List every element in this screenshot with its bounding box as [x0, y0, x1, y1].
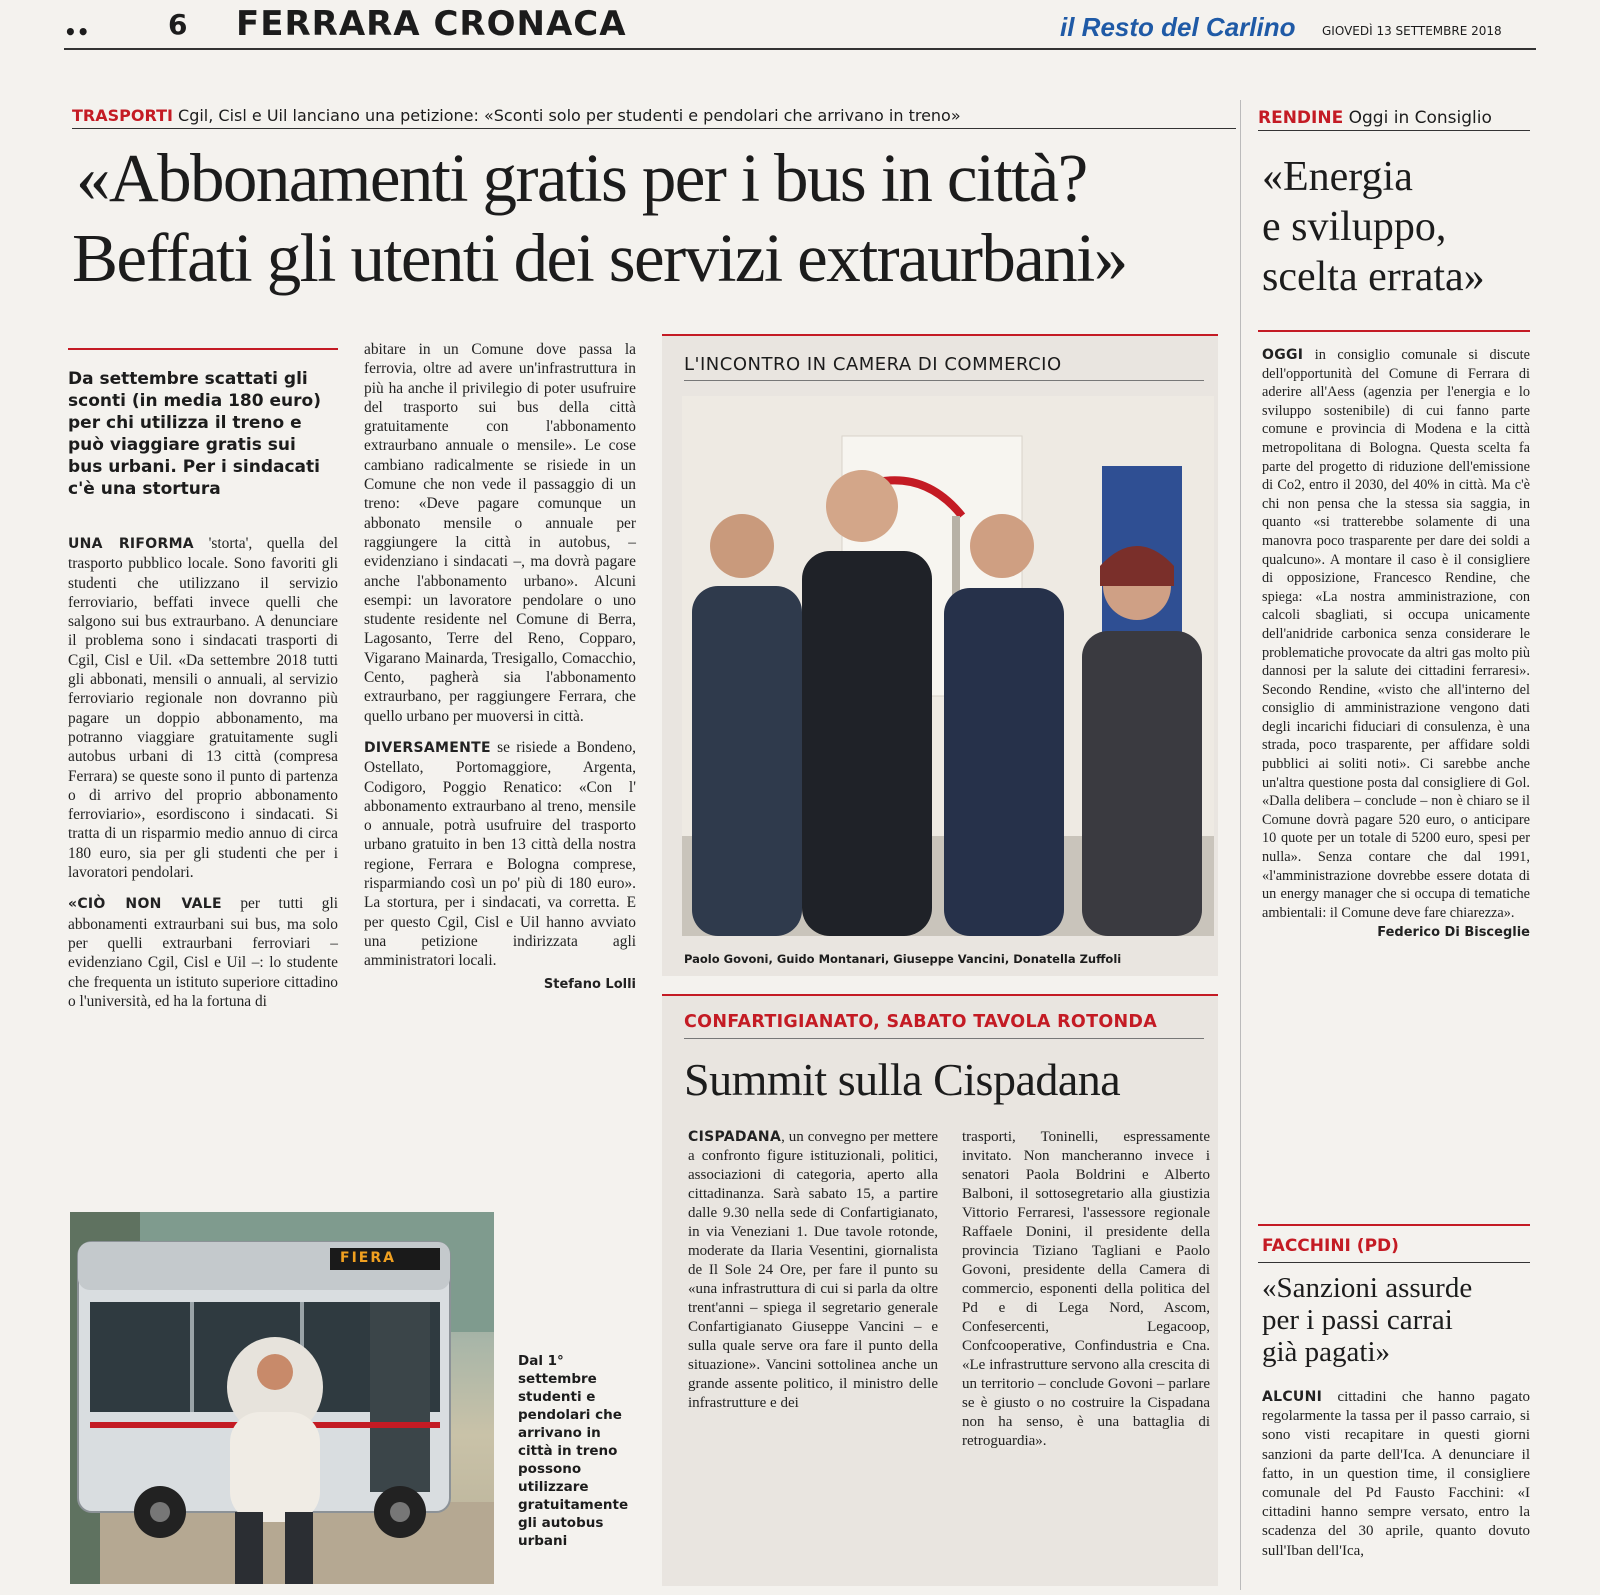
main-kicker-rule	[72, 128, 1236, 129]
paragraph: abitare in un Comune dove passa la ferrovia, oltre ad avere un'infrastruttura in più ha anche il privilegio di poter usufruire del trasporto sui bus della città gratuitamente con l'abbonamento extraurbano annuale o mensile». Le cose cambiano radicalmente se risiede in un Comune che non vede il passaggio di un treno: «Deve pagare comunque un abbonato mensile o annuale per raggiungere la città in autobus, – evidenziano i sindacati –, ma dovrà pagare anche l'abbonamento urbano». Alcuni esempi: un lavoratore pendolare o uno studente residente nel Comune di Berra, Lagosanto, Terre del Reno, Copparo, Vigarano Mainarda, Tresigallo, Comacchio, Cento, pagherà sia l'abbonamento extraurbano, per raggiungere Ferrara, che quello urbano per muoversi in città.	[364, 341, 636, 725]
facchini-kicker-rule	[1258, 1262, 1530, 1263]
facchini-headline-line1: «Sanzioni assurde	[1262, 1272, 1473, 1304]
para-lead: «CIÒ NON VALE	[68, 896, 222, 913]
page-number: 6	[168, 8, 188, 41]
paragraph: in consiglio comunale si discute dell'opportunità del Comune di Ferrara di aderire all'Aess (agenzia per l'energia e lo sviluppo sostenibile) di cui fanno parte comune e provincia di Modena e la città metropolitana di Bologna. Questa scelta fa parte del progetto di riduzione dell'emissione di Co2, entro il 2030, del 40% in città. Ma c'è chi non pensa che la stessa sia saggia, in quanto «si tratterebbe solamente di una manovra poco trasparente per dare dei soldi a qualcuno». A montare il caso è il consigliere di opposizione, Francesco Rendine, che spiega: «La nostra amministrazione, con calcoli sbagliati, si occupa unicamente dell'anidride carbonica senza considerare le problematiche provocate da altri gas molto più dannosi per la salute dei cittadini ferraresi». Secondo Rendine, «visto che all'interno del consiglio di amministrazione vengono dati degli incarichi fiduciari di consulenza, è una strada, poco trasparente, per affidare soldi pubblici ai soliti noti». Ci sarebbe anche un'altra questione posta dal consigliere di Gol. «Dalla delibera – conclude – non è chiaro se il Comune dovrà pagare 520 euro, o anticipare 10 quote per un totale di 5200 euro, spesi per nulla». Senza contare che dal 1991, «l'amministrazione dovrebbe essere dotata di un energy manager che si occupa di tematiche ambientali: il Comune deve fare chiarezza».	[1262, 347, 1530, 921]
summit-headline: Summit sulla Cispadana	[684, 1054, 1121, 1105]
paragraph: , un convegno per mettere a confronto figure istituzionali, politici, associazioni di categoria, aperto alla cittadinanza. Sarà sabato 15, a partire dalle 9.30 nella sede di Confartigianato, in via Veneziani 1. Due tavole rotonde, moderate da Ilaria Vesentini, giornalista de Il Sole 24 Ore, per fare il punto su «una infrastruttura di cui si parla da oltre trent'anni – spiega il segretario generale Confartigianato Giuseppe Vancini – e sulla quale serve ora fare il punto della situazione». Vancini sottolinea anche un grande assente politico, il ministro delle infrastrutture e dei	[688, 1129, 938, 1411]
paragraph: cittadini che hanno pagato regolarmente la tassa per il passo carraio, si sono visti recapitare in questi giorni sanzioni da parte dell'Ica. A denunciare il fatto, in un question time, il consigliere comunale del Pd Fausto Facchini: «I cittadini hanno sempre versato, entro la scadenza del 30 aprile, quanto dovuto sull'Iban dell'Ica,	[1262, 1389, 1530, 1559]
para-lead: CISPADANA	[688, 1129, 782, 1145]
masthead-rule	[64, 48, 1536, 50]
main-kicker-text: Cgil, Cisl e Uil lanciano una petizione: «Sconti solo per studenti e pendolari che arrivano in treno»	[178, 106, 961, 125]
facchini-headline-line3: già pagati»	[1262, 1336, 1391, 1368]
rendine-headline-line2: e sviluppo,	[1262, 204, 1447, 250]
rendine-headline-line1: «Energia	[1262, 154, 1413, 200]
main-headline-line2: Beffati gli utenti dei servizi extraurbani»	[72, 220, 1127, 296]
summit-kicker-rule	[684, 1038, 1204, 1039]
summit-col2	[962, 1128, 1210, 1451]
paragraph: per tutti gli abbonamenti extraurbani sui bus, ma solo per quelli extraurbani ferroviari – evidenziano Cgil, Cisl e Uil –: lo studente che frequenta un istituto superiore cittadino o l'università, ed ha la fortuna di	[68, 895, 338, 1010]
section-title: FERRARA CRONACA	[236, 4, 627, 44]
main-kicker	[72, 106, 961, 125]
summit-col1	[688, 1128, 938, 1413]
para-lead: DIVERSAMENTE	[364, 739, 491, 756]
main-col2	[364, 340, 636, 994]
rendine-kicker-text: Oggi in Consiglio	[1348, 108, 1492, 128]
para-lead: UNA RIFORMA	[68, 536, 194, 552]
rendine-kicker	[1258, 108, 1492, 128]
para-lead: ALCUNI	[1262, 1389, 1323, 1405]
paragraph: se risiede a Bondeno, Ostellato, Portomaggiore, Argenta, Codigoro, Poggio Renatico: «Con l' abbonamento extraurbano al treno, mensile o annuale, potrà usufruire del trasporto urbano gratuito in ben 13 città della nostra regione, Ferrara e Bologna comprese, risparmiando così un po' più di 180 euro». La stortura, per i sindacati, va corretta. E per questo Cgil, Cisl e Uil hanno avviato una petizione indirizzata agli amministratori locali.	[364, 738, 636, 970]
para-lead: OGGI	[1262, 347, 1304, 363]
meeting-kicker: L'INCONTRO IN CAMERA DI COMMERCIO	[684, 354, 1062, 375]
page-mark: ••	[64, 20, 90, 44]
meeting-photo	[682, 396, 1214, 936]
summit-kicker: CONFARTIGIANATO, SABATO TAVOLA ROTONDA	[684, 1012, 1158, 1032]
facchini-body	[1262, 1388, 1530, 1561]
rendine-body	[1262, 346, 1530, 943]
issue-date: GIOVEDÌ 13 SETTEMBRE 2018	[1322, 24, 1502, 38]
facchini-kicker: FACCHINI (PD)	[1262, 1236, 1399, 1256]
bus-photo	[70, 1212, 494, 1584]
newspaper-logo: il Resto del Carlino	[1060, 12, 1296, 42]
rendine-kicker-rule	[1258, 130, 1530, 131]
rendine-headline	[1262, 152, 1485, 302]
meeting-caption: Paolo Govoni, Guido Montanari, Giuseppe Vancini, Donatella Zuffoli	[684, 952, 1122, 966]
rendine-rule	[1258, 330, 1530, 332]
summary-rule	[68, 348, 338, 350]
author-signature: Federico Di Bisceglie	[1377, 925, 1530, 941]
column-divider	[1240, 100, 1241, 1590]
rendine-kicker-label: RENDINE	[1258, 108, 1344, 128]
paragraph: trasporti, Toninelli, espressamente invitato. Non mancheranno invece i senatori Paola Boldrini e Alberto Balboni, il sottosegretario alla giustizia Vittorio Ferraresi, l'assessore regionale Raffaele Donini, il presidente della provincia Tiziano Tagliani e Paolo Govoni, presidente della Camera di commercio, esponenti della politica del Pd e di Lega Nord, Ascom, Confesercenti, Legacoop, Confcooperative, Confindustria e Cna. «Le infrastrutture servono alla crescita di un territorio – conclude Govoni – parlare se è giusto o no costruire la Cispadana non ha senso, è una battaglia di retroguardia».	[962, 1129, 1210, 1449]
paragraph: 'storta', quella del trasporto pubblico locale. Sono favoriti gli studenti che utilizzano il servizio ferroviario, beffati invece quelli che salgono sui bus extraurbano. A denunciare il problema sono i sindacati trasporti di Cgil, Cisl e Uil. «Da settembre 2018 tutti gli abbonati, mensili o annuali, al servizio ferroviario regionale non dovranno più pagare un doppio abbonamento, ma potranno viaggiare gratuitamente sugli autobus urbani di 13 città (compresa Ferrara) se queste sono il punto di partenza o di arrivo del proprio abbonamento ferroviario», esordiscono i sindacati. Si tratta di un risparmio medio annuo di circa 180 euro, sia per gli studenti che per i lavoratori pendolari.	[68, 535, 338, 882]
bus-destination-sign: FIERA	[340, 1250, 396, 1266]
article-summary: Da settembre scattati gli sconti (in media 180 euro) per chi utilizza il treno e può viaggiare gratis sui bus urbani. Per i sindacati c'è una stortura	[68, 369, 321, 499]
main-headline-line1: «Abbonamenti gratis per i bus in città?	[76, 140, 1087, 216]
meeting-rule	[662, 334, 1218, 336]
facchini-rule	[1258, 1224, 1530, 1226]
main-kicker-label: TRASPORTI	[72, 106, 173, 125]
bus-photo-caption: Dal 1° settembre studenti e pendolari che arrivano in città in treno possono utilizzare gratuitamente gli autobus urbani	[518, 1353, 629, 1549]
main-col1	[68, 534, 338, 1011]
summit-rule	[662, 994, 1218, 996]
meeting-kicker-rule	[684, 380, 1204, 381]
rendine-headline-line3: scelta errata»	[1262, 254, 1485, 300]
facchini-headline	[1262, 1272, 1472, 1368]
author-signature: Stefano Lolli	[543, 976, 636, 992]
facchini-headline-line2: per i passi carrai	[1262, 1304, 1453, 1336]
